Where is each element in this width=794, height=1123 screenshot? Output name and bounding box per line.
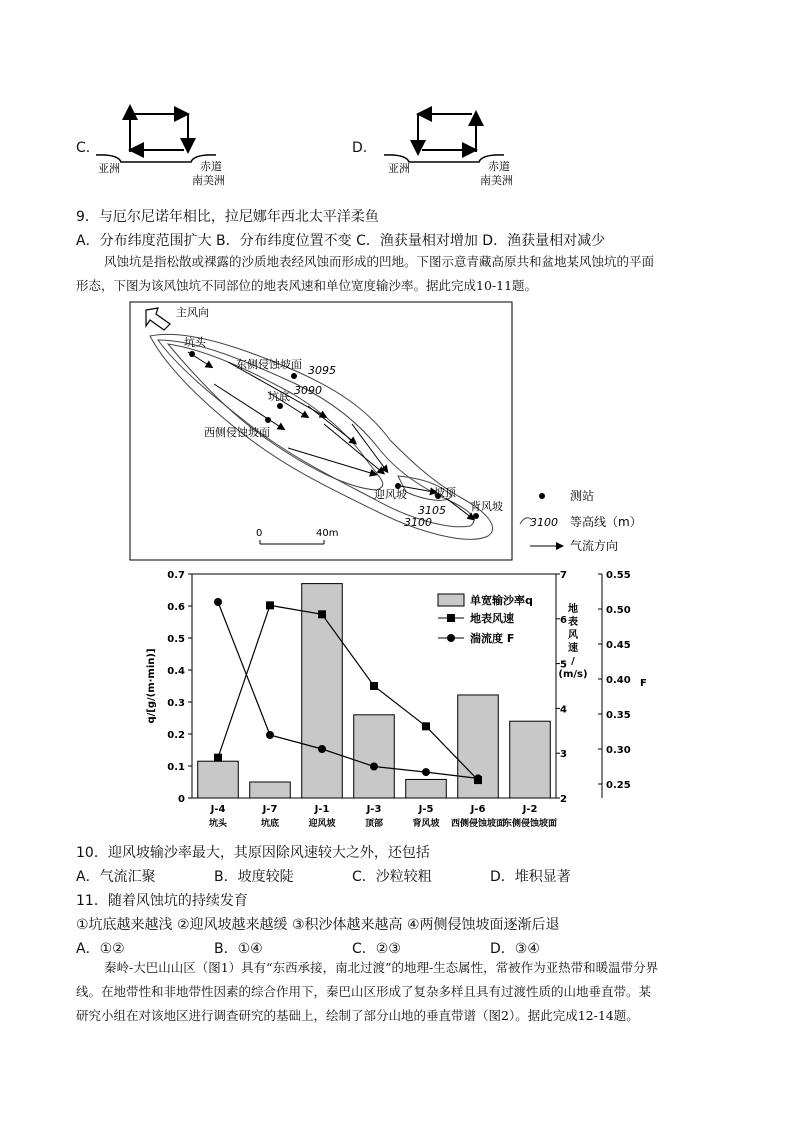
ocean-surface-line (384, 155, 504, 162)
legend-wind-swatch (447, 614, 455, 622)
wind-point-J-3 (370, 682, 378, 690)
legend-turbulence-swatch (447, 634, 455, 642)
station-kengdi (277, 403, 283, 409)
x-tick-label: J-7 (262, 804, 278, 815)
turbulence-point-J-6 (474, 774, 482, 782)
q10-option-c[interactable]: C．沙粒较粗 (352, 869, 432, 885)
legend-bar-label: 单宽输沙率q (470, 594, 533, 607)
y3-tick-label: 0.35 (606, 710, 631, 721)
bar-J-5 (406, 779, 447, 798)
beifengpo-label: 背风坡 (470, 500, 503, 513)
asia-label: 亚洲 (98, 162, 120, 175)
turbulence-point-J-3 (370, 763, 378, 771)
y-tick-label: 0.2 (167, 730, 185, 741)
x-category-name: 西侧侵蚀坡面 (450, 819, 506, 829)
x-tick-label: J-1 (314, 804, 330, 815)
scale-forty: 40m (316, 528, 339, 539)
q11-statements: ①坑底越来越浅 ②迎风坡越来越缓 ③积沙体越来越高 ④两侧侵蚀坡面逐渐后退 (76, 917, 560, 933)
y2-axis-label-char: 表 (568, 617, 578, 628)
legend-wind-label: 地表风速 (470, 612, 514, 625)
option-c-circulation-diagram (96, 100, 236, 192)
y-tick-label: 0.1 (167, 762, 185, 773)
y-tick-label: 0.6 (167, 602, 185, 613)
wind-point-J-5 (422, 722, 430, 730)
passage2-line1: 秦岭-大巴山山区（图1）具有“东西承接，南北过渡”的地理-生态属性，常被作为亚热带和暖温带分界 (104, 960, 659, 975)
wind-speed-line (218, 605, 478, 780)
y2-axis-label-char: 速 (568, 643, 578, 654)
y3-tick-label: 0.50 (606, 605, 631, 616)
turbulence-line (218, 602, 478, 778)
q9-stem: 9．与厄尔尼诺年相比，拉尼娜年西北太平洋柔鱼 (76, 209, 379, 225)
y3-tick-label: 0.55 (606, 570, 631, 581)
y-tick-label: 0.4 (167, 666, 185, 677)
option-c-letter: C. (76, 140, 91, 156)
q11-option-c[interactable]: C．②③ (352, 941, 401, 957)
station-beifengpo (473, 513, 479, 519)
y3-tick-label: 0.30 (606, 745, 631, 756)
main-wind-arrow-icon (146, 308, 170, 330)
station-east-slope (291, 373, 297, 379)
x-tick-label: J-3 (366, 804, 382, 815)
bar-J-4 (198, 761, 239, 798)
main-wind-label: 主风向 (176, 306, 209, 319)
option-d-circulation-diagram (384, 100, 524, 192)
y-tick-label: 0.7 (167, 570, 185, 581)
blowout-map-figure (128, 300, 648, 562)
x-category-name: 坑头 (208, 819, 228, 829)
x-category-name: 顶部 (364, 819, 384, 829)
contour-3100-label: 3100 (404, 516, 432, 529)
y-tick-label: 0.5 (167, 634, 185, 645)
y2-axis-label-char: / (571, 656, 575, 667)
passage1-line2: 形态，下图为该风蚀坑不同部位的地表风速和单位宽度输沙率。据此完成10-11题。 (76, 278, 538, 293)
x-tick-label: J-5 (418, 804, 434, 815)
y2-tick-label: 2 (560, 794, 567, 805)
x-tick-label: J-2 (522, 804, 538, 815)
y-axis-label: q/[g/(m·min)] (146, 648, 157, 724)
legend-contour-value: 3100 (530, 516, 558, 529)
legend-turbulence-label: 湍流度 F (470, 632, 515, 645)
west-slope-label: 西侧侵蚀坡面 (204, 426, 270, 439)
x-category-name: 迎风坡 (308, 819, 336, 829)
turbulence-point-J-4 (214, 598, 222, 606)
y2-tick-label: 7 (560, 570, 567, 581)
bar-J-3 (354, 715, 395, 798)
bar-J-2 (510, 721, 551, 798)
y2-axis-label-char: (m/s) (558, 669, 588, 680)
passage-qinling (76, 956, 736, 1028)
turbulence-point-J-7 (266, 731, 274, 739)
x-category-name: 坑底 (260, 819, 280, 829)
kengtou-label: 坑头 (184, 336, 206, 349)
y2-tick-label: 6 (560, 614, 567, 626)
x-tick-label: J-4 (210, 804, 226, 815)
legend-station-label: 测站 (570, 489, 595, 503)
legend-station-symbol (539, 493, 545, 499)
x-category-name: 背风坡 (412, 819, 440, 829)
y2-axis-label-char: 地 (568, 604, 578, 615)
station-west-slope (265, 417, 271, 423)
asia-label: 亚洲 (388, 162, 410, 175)
contour-3090-label: 3090 (294, 384, 322, 397)
passage-wind-erosion (76, 250, 756, 298)
y-tick-label: 0 (178, 794, 185, 805)
y2-axis-label-char: 风 (568, 630, 578, 641)
podeng-label: 坡顶 (434, 486, 456, 499)
y3-axis-label: F (640, 678, 647, 689)
q11-option-b[interactable]: B．①④ (214, 941, 263, 957)
equator-label: 赤道 (488, 160, 510, 173)
y3-tick-label: 0.25 (606, 780, 631, 791)
q9-options: A．分布纬度范围扩大 B．分布纬度位置不变 C．渔获量相对增加 D．渔获量相对减少 (76, 233, 606, 249)
y2-tick-label: 4 (560, 704, 567, 716)
turbulence-point-J-1 (318, 745, 326, 753)
scale-zero: 0 (256, 528, 263, 539)
passage2-line2: 线。在地带性和非地带性因素的综合作用下，秦巴山区形成了复杂多样且具有过渡性质的山地垂直带。某 (76, 984, 652, 999)
q10-stem: 10．迎风坡输沙率最大，其原因除风速较大之外，还包括 (76, 845, 430, 861)
east-slope-label: 东侧侵蚀坡面 (236, 358, 302, 371)
kengdi-label: 坑底 (268, 390, 290, 403)
ocean-surface-line (96, 155, 216, 162)
contour-3095-label: 3095 (308, 364, 336, 377)
yingfengpo-label: 迎风坡 (374, 488, 407, 501)
q10-option-d[interactable]: D．堆积显著 (490, 869, 571, 885)
passage2-line3: 研究小组在对该地区进行调查研究的基础上，绘制了部分山地的垂直带谱（图2）。据此完成12-14题。 (76, 1008, 639, 1023)
wind-point-J-1 (318, 610, 326, 618)
passage1-line1: 风蚀坑是指松散或裸露的沙质地表经风蚀而形成的凹地。下图示意青藏高原共和盆地某风蚀坑的平面 (104, 254, 655, 269)
q10-option-b[interactable]: B．坡度较陡 (214, 869, 294, 885)
equator-label: 赤道 (200, 160, 222, 173)
q11-option-a[interactable]: A．①② (76, 941, 125, 957)
station-kengtou (189, 351, 195, 357)
bar-J-7 (250, 782, 291, 798)
legend-bar-swatch (438, 594, 464, 606)
y3-tick-label: 0.45 (606, 640, 631, 651)
legend-contour-label: 等高线（m） (570, 515, 642, 529)
q10-option-a[interactable]: A．气流汇聚 (76, 869, 156, 885)
south-america-label: 南美洲 (480, 174, 513, 187)
y2-tick-label: 3 (560, 749, 567, 761)
turbulence-point-J-5 (422, 768, 430, 776)
y3-tick-label: 0.40 (606, 675, 631, 686)
legend-airflow-label: 气流方向 (570, 539, 619, 553)
y2-tick-label: 5 (560, 659, 567, 671)
contour-3105-label: 3105 (418, 504, 446, 517)
q11-stem: 11．随着风蚀坑的持续发育 (76, 893, 248, 909)
wind-point-J-7 (266, 601, 274, 609)
x-tick-label: J-6 (470, 804, 486, 815)
south-america-label: 南美洲 (192, 174, 225, 187)
sand-transport-chart (140, 566, 660, 830)
x-category-name: 东侧侵蚀坡面 (502, 819, 558, 829)
option-d-letter: D. (352, 140, 368, 156)
q11-option-d[interactable]: D．③④ (490, 941, 540, 957)
y-tick-label: 0.3 (167, 698, 185, 709)
wind-point-J-4 (214, 754, 222, 762)
